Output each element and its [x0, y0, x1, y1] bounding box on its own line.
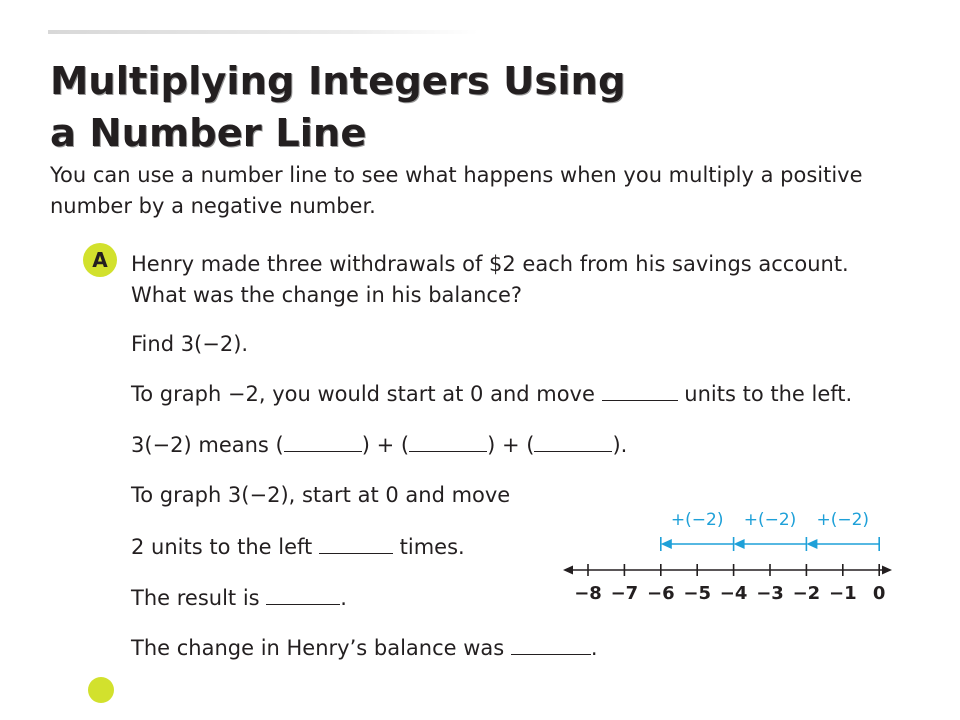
addend-blank-2[interactable]: [409, 433, 487, 452]
section-a-badge: A: [83, 243, 117, 277]
tick-label: −4: [719, 583, 748, 604]
number-line: [555, 500, 900, 610]
jump-label: +(−2): [670, 510, 724, 530]
jump-arrowhead: [661, 539, 672, 549]
result-period: .: [340, 586, 347, 610]
means-sentence: [131, 431, 627, 459]
means-plus-1: ) + (: [361, 433, 410, 457]
balance-sentence: [131, 634, 598, 662]
intro-line-1: You can use a number line to see what happens when you multiply a positive: [50, 163, 863, 187]
graph-3neg2-text: To graph 3(−2), start at 0 and move: [131, 483, 511, 507]
addend-blank-3[interactable]: [534, 433, 612, 452]
graph-neg2-text-end: units to the left.: [684, 382, 853, 406]
tick-label: −3: [756, 583, 784, 604]
addend-blank-1[interactable]: [284, 433, 362, 452]
means-end: ).: [612, 433, 628, 457]
section-b-badge: [88, 677, 114, 703]
tick-label: −2: [792, 583, 821, 604]
means-plus-2: ) + (: [487, 433, 535, 457]
page-title: [50, 56, 750, 160]
jump-label: +(−2): [743, 510, 797, 530]
title-line-2: a Number Line: [50, 111, 367, 156]
units-blank[interactable]: [602, 382, 678, 401]
header-rule: [48, 30, 478, 34]
times-text: 2 units to the left: [131, 535, 313, 559]
question-line-2: What was the change in his balance?: [131, 283, 523, 307]
intro-paragraph: [50, 160, 920, 222]
jump-label: +(−2): [816, 510, 870, 530]
tick-label: 0: [872, 583, 886, 604]
axis-left-arrow: [563, 566, 573, 575]
result-text: The result is: [131, 586, 260, 610]
intro-line-2: number by a negative number.: [50, 194, 376, 218]
means-lead-text: 3(−2) means (: [131, 433, 284, 457]
tick-label: −7: [610, 583, 639, 604]
times-blank[interactable]: [319, 535, 393, 554]
graph-neg2-text: To graph −2, you would start at 0 and move: [131, 382, 595, 406]
times-text-end: times.: [399, 535, 465, 559]
tick-label: −6: [646, 583, 675, 604]
axis-right-arrow: [882, 566, 892, 575]
times-sentence: [131, 533, 465, 561]
tick-label: −8: [574, 583, 602, 604]
question-line-1: Henry made three withdrawals of $2 each from his savings account.: [131, 252, 849, 276]
balance-text: The change in Henry’s balance was: [131, 636, 505, 660]
result-sentence: [131, 584, 347, 612]
result-blank[interactable]: [266, 586, 340, 605]
balance-blank[interactable]: [511, 636, 591, 655]
graph-neg2-sentence: [131, 380, 852, 408]
jump-arrowhead: [734, 539, 745, 549]
title-line-1: Multiplying Integers Using: [50, 59, 626, 104]
tick-label: −1: [828, 583, 857, 604]
balance-period: .: [590, 636, 598, 660]
jump-arrowhead: [806, 539, 817, 549]
tick-label: −5: [683, 583, 712, 604]
find-instruction: Find 3(−2).: [131, 332, 249, 356]
